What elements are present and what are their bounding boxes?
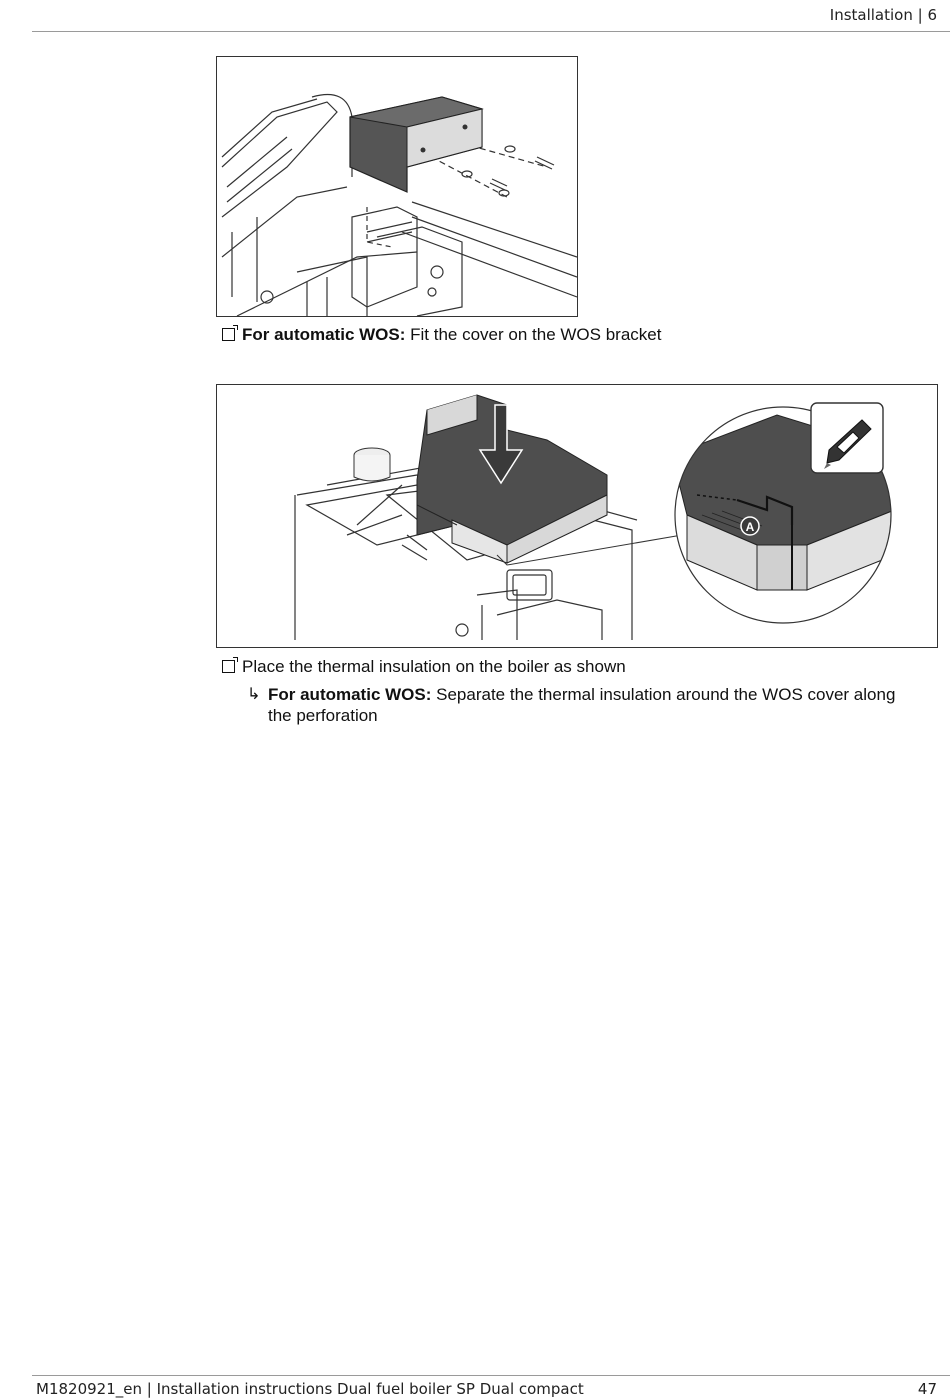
step-place-insulation [222,656,626,677]
step-fit-cover [222,324,661,345]
cutter-knife-icon [811,403,883,473]
section-title: Installation | 6 [829,6,937,24]
step-condition: For automatic WOS: [242,325,406,344]
checkbox-icon [222,660,235,673]
result-arrow-icon: ↳ [247,686,261,703]
checkbox-icon [222,328,235,341]
result-instruction: Separate the thermal insulation around the WOS cover along the perforation [268,685,896,725]
callout-label-a: A [745,520,755,534]
page-number: 47 [917,1380,937,1398]
result-text [268,684,907,726]
figure-wos-cover [216,56,578,317]
insulation-illustration [217,385,937,647]
result-condition: For automatic WOS: [268,685,432,704]
footer-divider [32,1375,950,1376]
document-title: M1820921_en | Installation instructions Dual fuel boiler SP Dual compact [36,1380,584,1398]
figure-thermal-insulation [216,384,938,648]
wos-cover-illustration [217,57,577,316]
result-separate-insulation [247,684,907,726]
header-divider [32,31,950,32]
step-instruction: Place the thermal insulation on the boiler as shown [242,657,626,676]
step-instruction: Fit the cover on the WOS bracket [405,325,662,344]
